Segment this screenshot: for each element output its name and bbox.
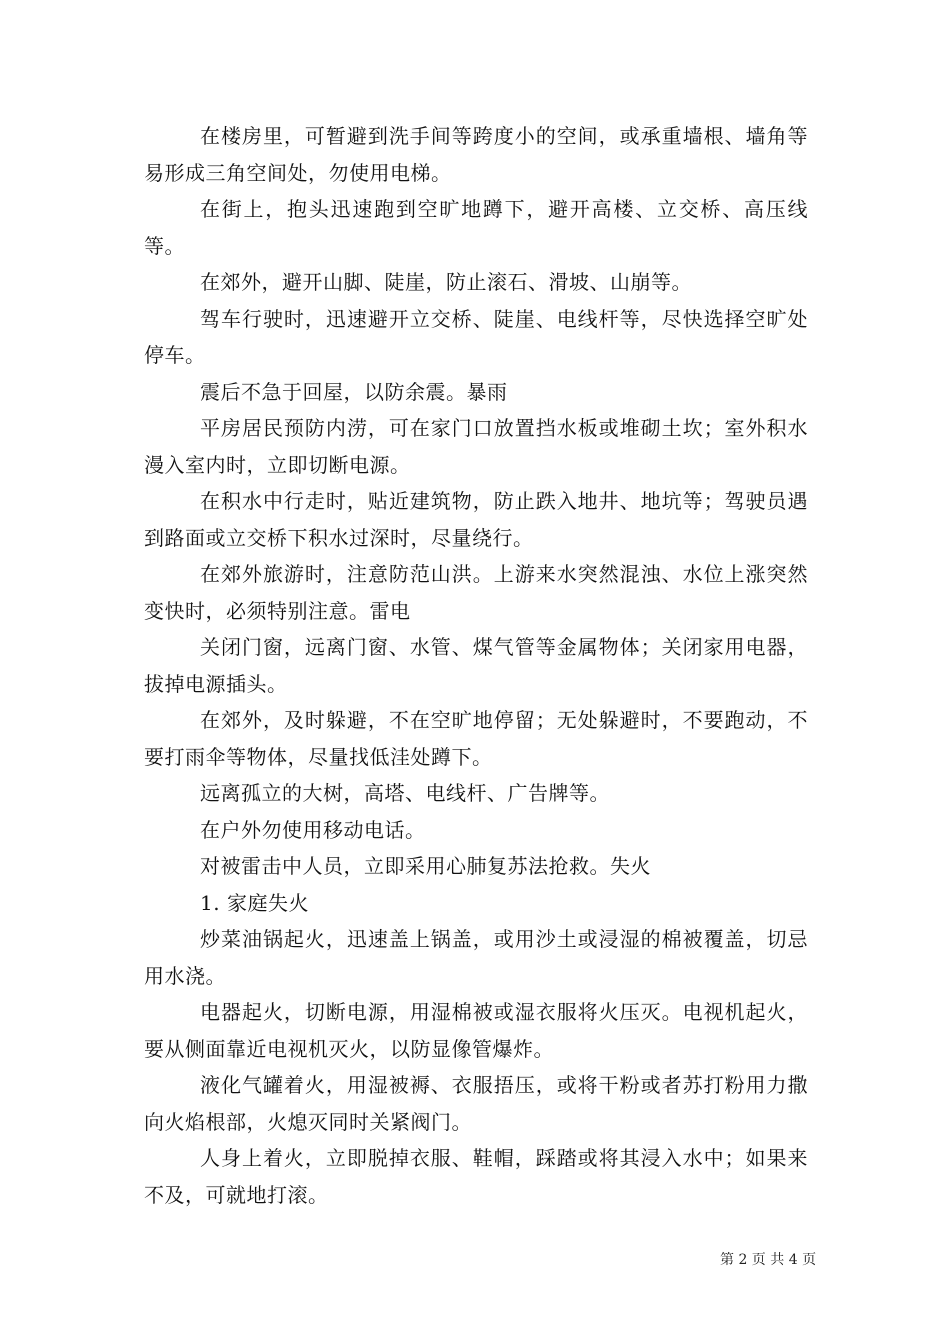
- paragraph: 在郊外旅游时，注意防范山洪。上游来水突然混浊、水位上涨突然变快时，必须特别注意。雷电: [144, 562, 808, 623]
- paragraph: 震后不急于回屋，以防余震。暴雨: [200, 379, 508, 404]
- paragraph: 在郊外，避开山脚、陡崖，防止滚石、滑坡、山崩等。: [200, 270, 692, 294]
- paragraph: 在街上，抱头迅速跑到空旷地蹲下，避开高楼、立交桥、高压线等。: [144, 197, 808, 258]
- paragraph: 在积水中行走时，贴近建筑物，防止跌入地井、地坑等；驾驶员遇到路面或立交桥下积水过深时，尽量绕行。: [144, 489, 808, 550]
- page-number: 第 2 页 共 4 页: [720, 1252, 817, 1268]
- paragraph: 在户外勿使用移动电话。: [200, 817, 426, 842]
- paragraph: 关闭门窗，远离门窗、水管、煤气管等金属物体；关闭家用电器，拔掉电源插头。: [144, 635, 808, 696]
- paragraph: 平房居民预防内涝，可在家门口放置挡水板或堆砌土坎；室外积水漫入室内时，立即切断电源。: [144, 416, 808, 477]
- paragraph: 对被雷击中人员，立即采用心肺复苏法抢救。失火: [200, 854, 651, 878]
- document-body: [144, 118, 808, 1213]
- paragraph: 液化气罐着火，用湿被褥、衣服捂压，或将干粉或者苏打粉用力撒向火焰根部，火熄灭同时关紧阀门。: [144, 1073, 808, 1134]
- paragraph: 电器起火，切断电源，用湿棉被或湿衣服将火压灭。电视机起火，要从侧面靠近电视机灭火，以防显像管爆炸。: [144, 1000, 808, 1061]
- paragraph: 在楼房里，可暂避到洗手间等跨度小的空间，或承重墙根、墙角等易形成三角空间处，勿使用电梯。: [144, 124, 808, 185]
- paragraph: 人身上着火，立即脱掉衣服、鞋帽，踩踏或将其浸入水中；如果来不及，可就地打滚。: [144, 1146, 808, 1207]
- section-heading: 1. 家庭失火: [200, 890, 309, 915]
- paragraph: 在郊外，及时躲避，不在空旷地停留；无处躲避时，不要跑动，不要打雨伞等物体，尽量找低洼处蹲下。: [144, 708, 808, 769]
- paragraph: 炒菜油锅起火，迅速盖上锅盖，或用沙土或浸湿的棉被覆盖，切忌用水浇。: [144, 927, 808, 988]
- paragraph: 远离孤立的大树，高塔、电线杆、广告牌等。: [200, 781, 610, 805]
- paragraph: 驾车行驶时，迅速避开立交桥、陡崖、电线杆等，尽快选择空旷处停车。: [144, 306, 808, 367]
